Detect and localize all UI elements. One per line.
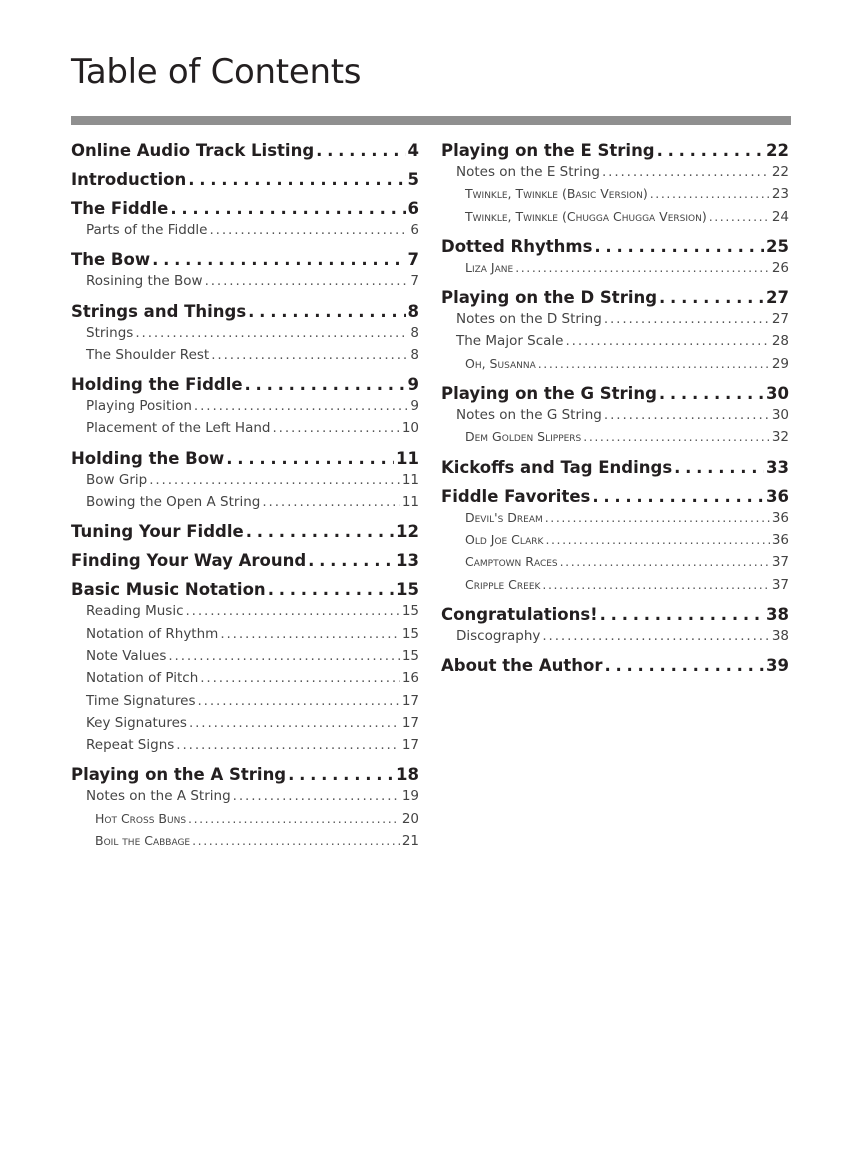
dot-leader [308, 551, 394, 571]
dot-leader [189, 712, 400, 734]
toc-page-number: 8 [410, 324, 419, 341]
toc-page-number: 5 [407, 170, 419, 189]
dot-leader [135, 322, 408, 344]
toc-page-number: 15 [401, 625, 419, 642]
dot-leader [186, 600, 400, 622]
toc-page-number: 17 [401, 692, 419, 709]
toc-page-number: 29 [771, 355, 789, 372]
toc-chapter-entry [71, 302, 419, 322]
dot-leader [594, 237, 764, 257]
dot-leader [583, 426, 770, 448]
dot-leader [188, 170, 405, 190]
toc-page-number: 11 [396, 448, 419, 468]
dot-leader [674, 458, 764, 478]
toc-page-number: 39 [766, 656, 789, 676]
toc-chapter-entry [71, 765, 419, 785]
toc-sub-entry [71, 395, 419, 417]
toc-entry-label: Discography [456, 627, 541, 644]
toc-entry-label: Bowing the Open A String [86, 494, 261, 511]
toc-sub-entry [71, 270, 419, 292]
dot-leader [542, 574, 769, 596]
toc-entry-label: The Shoulder Rest [86, 346, 210, 363]
dot-leader [226, 449, 394, 469]
toc-page-number: 38 [766, 604, 789, 624]
toc-page-number: 21 [401, 833, 419, 850]
toc-entry-label: Kickoffs and Tag Endings [441, 457, 673, 477]
dot-leader [220, 623, 400, 645]
toc-chapter-entry [71, 375, 419, 395]
toc-song-entry [441, 529, 789, 551]
toc-page-number: 7 [407, 250, 419, 270]
toc-entry-label: Playing Position [86, 398, 192, 415]
toc-chapter-entry [441, 605, 789, 625]
dot-leader [545, 529, 769, 551]
dot-leader [262, 491, 399, 513]
toc-page-number: 8 [407, 301, 419, 321]
toc-entry-label: Notes on the D String [456, 311, 602, 328]
toc-page-number: 30 [771, 407, 789, 424]
dot-leader [604, 404, 770, 426]
toc-entry-label: Fiddle Favorites [441, 486, 591, 506]
toc-entry-label: Old Joe Clark [465, 531, 544, 547]
toc-sub-entry [441, 625, 789, 647]
toc-page-number: 6 [407, 199, 419, 218]
toc-entry-label: Playing on the A String [71, 765, 287, 785]
toc-sub-entry [71, 645, 419, 667]
toc-page-number: 7 [410, 273, 419, 290]
toc-page-number: 11 [401, 471, 419, 488]
toc-entry-label: The Major Scale [456, 333, 564, 350]
dot-leader [604, 308, 770, 330]
toc-chapter-entry [71, 551, 419, 571]
toc-chapter-entry [71, 141, 419, 161]
dot-leader [566, 330, 770, 352]
dot-leader [602, 161, 770, 183]
dot-leader [542, 625, 769, 647]
toc-entry-label: Parts of the Fiddle [86, 222, 208, 238]
toc-entry-label: Notes on the G String [456, 407, 602, 424]
toc-page-number: 10 [401, 420, 419, 437]
toc-chapter-entry [71, 170, 419, 190]
toc-entry-label: Congratulations! [441, 604, 598, 624]
toc-entry-label: Bow Grip [86, 471, 148, 488]
dot-leader [152, 250, 405, 270]
toc-page-number: 28 [771, 333, 789, 350]
toc-entry-label: Cripple Creek [465, 576, 541, 592]
toc-page-number: 38 [771, 627, 789, 644]
toc-entry-label: Strings and Things [71, 301, 247, 321]
toc-page-number: 37 [771, 576, 789, 593]
toc-entry-label: Repeat Signs [86, 737, 175, 754]
dot-leader [170, 199, 405, 219]
toc-chapter-entry [441, 141, 789, 161]
toc-page-number: 19 [401, 788, 419, 805]
dot-leader [246, 522, 394, 542]
toc-entry-label: Playing on the D String [441, 288, 658, 308]
toc-entry-label: Playing on the G String [441, 384, 657, 404]
dot-leader [600, 605, 764, 625]
toc-page-number: 8 [410, 346, 419, 363]
toc-page-number: 4 [407, 141, 419, 160]
toc-entry-label: Finding Your Way Around [71, 551, 307, 571]
toc-entry-label: Devil's Dream [465, 509, 543, 525]
toc-chapter-entry [441, 384, 789, 404]
toc-page-number: 32 [771, 429, 789, 446]
toc-song-entry [441, 426, 789, 448]
toc-entry-label: Reading Music [86, 603, 184, 620]
toc-song-entry [441, 353, 789, 375]
toc-page-number: 30 [766, 384, 789, 404]
toc-sub-entry [71, 491, 419, 513]
toc-page-number: 27 [771, 311, 789, 328]
toc-page-number: 20 [401, 810, 419, 827]
toc-sub-entry [71, 734, 419, 756]
toc-sub-entry [71, 219, 419, 241]
toc-song-entry [71, 808, 419, 830]
toc-page-number: 9 [407, 375, 419, 395]
dot-leader [560, 551, 770, 573]
toc-song-entry [441, 574, 789, 596]
dot-leader [192, 830, 400, 852]
toc-page-number: 36 [766, 486, 789, 506]
dot-leader [245, 375, 406, 395]
dot-leader [545, 507, 770, 529]
dot-leader [200, 667, 400, 689]
toc-entry-label: Holding the Fiddle [71, 375, 243, 395]
toc-entry-label: Placement of the Left Hand [86, 420, 271, 437]
toc-entry-label: Online Audio Track Listing [71, 141, 315, 160]
dot-leader [515, 257, 770, 279]
toc-entry-label: The Bow [71, 250, 151, 270]
toc-entry-label: Dotted Rhythms [441, 236, 593, 256]
toc-sub-entry [71, 785, 419, 807]
toc-chapter-entry [441, 288, 789, 308]
toc-page-number: 13 [396, 551, 419, 571]
toc-page-number: 11 [401, 494, 419, 511]
toc-sub-entry [71, 667, 419, 689]
toc-sub-entry [441, 404, 789, 426]
toc-entry-label: Note Values [86, 647, 167, 664]
toc-chapter-entry [71, 449, 419, 469]
toc-entry-label: Notes on the A String [86, 788, 231, 805]
toc-page-number: 9 [410, 398, 419, 415]
toc-entry-label: Hot Cross Buns [95, 810, 187, 826]
toc-page-number: 15 [401, 647, 419, 664]
toc-chapter-entry [71, 522, 419, 542]
toc-entry-label: Liza Jane [465, 259, 514, 275]
toc-page-number: 22 [771, 164, 789, 180]
toc-sub-entry [71, 344, 419, 366]
toc-sub-entry [441, 161, 789, 183]
toc-chapter-entry [71, 580, 419, 600]
toc-song-entry [71, 830, 419, 852]
dot-leader [650, 183, 770, 205]
dot-leader [194, 395, 409, 417]
toc-page-number: 23 [771, 186, 789, 203]
toc-chapter-entry [441, 487, 789, 507]
toc-left-column [71, 138, 419, 852]
toc-page-number: 16 [401, 670, 419, 687]
toc-entry-label: Notation of Rhythm [86, 625, 219, 642]
toc-entry-label: Introduction [71, 170, 187, 189]
toc-sub-entry [441, 330, 789, 352]
title-divider [71, 116, 791, 125]
toc-sub-entry [71, 322, 419, 344]
dot-leader [288, 765, 394, 785]
toc-song-entry [441, 551, 789, 573]
dot-leader [657, 141, 764, 161]
toc-sub-entry [71, 469, 419, 491]
dot-leader [605, 656, 765, 676]
toc-entry-label: Notation of Pitch [86, 670, 199, 687]
toc-sub-entry [71, 417, 419, 439]
toc-chapter-entry [441, 237, 789, 257]
toc-page-number: 12 [396, 522, 419, 542]
toc-right-column [441, 138, 789, 676]
toc-page-number: 18 [396, 765, 419, 785]
dot-leader [205, 270, 409, 292]
toc-song-entry [441, 206, 789, 228]
toc-entry-label: Strings [86, 324, 134, 341]
dot-leader [659, 288, 764, 308]
toc-song-entry [441, 507, 789, 529]
toc-entry-label: Key Signatures [86, 714, 187, 731]
dot-leader [659, 384, 764, 404]
dot-leader [211, 344, 408, 366]
dot-leader [188, 808, 400, 830]
toc-entry-label: Tuning Your Fiddle [71, 522, 244, 542]
toc-page-number: 33 [766, 457, 789, 477]
dot-leader [176, 734, 400, 756]
toc-sub-entry [441, 308, 789, 330]
toc-page-number: 37 [771, 554, 789, 571]
toc-entry-label: Camptown Races [465, 554, 558, 570]
toc-entry-label: Holding the Bow [71, 448, 225, 468]
dot-leader [538, 353, 770, 375]
dot-leader [209, 219, 408, 241]
toc-song-entry [441, 183, 789, 205]
dot-leader [268, 580, 394, 600]
toc-page-number: 6 [410, 222, 419, 238]
dot-leader [233, 785, 400, 807]
toc-page-number: 15 [401, 603, 419, 620]
toc-entry-label: Dem Golden Slippers [465, 429, 582, 445]
toc-entry-label: The Fiddle [71, 199, 169, 218]
toc-chapter-entry [441, 458, 789, 478]
dot-leader [272, 417, 399, 439]
toc-entry-label: About the Author [441, 656, 603, 676]
dot-leader [168, 645, 399, 667]
toc-page-number: 36 [771, 531, 789, 548]
toc-entry-label: Twinkle, Twinkle (Chugga Chugga Version) [465, 208, 707, 224]
toc-page-number: 15 [396, 580, 419, 600]
toc-chapter-entry [71, 250, 419, 270]
toc-entry-label: Notes on the E String [456, 164, 600, 180]
toc-entry-label: Oh, Susanna [465, 355, 536, 371]
toc-page-number: 36 [771, 509, 789, 526]
dot-leader [198, 690, 400, 712]
toc-entry-label: Time Signatures [86, 692, 196, 709]
toc-page-number: 26 [771, 259, 789, 276]
page-title: Table of Contents [71, 52, 362, 92]
toc-chapter-entry [441, 656, 789, 676]
toc-page-number: 17 [401, 714, 419, 731]
toc-entry-label: Twinkle, Twinkle (Basic Version) [465, 186, 648, 202]
toc-page-number: 27 [766, 288, 789, 308]
toc-sub-entry [71, 690, 419, 712]
toc-entry-label: Boil the Cabbage [95, 833, 191, 849]
toc-entry-label: Rosining the Bow [86, 273, 203, 290]
toc-page-number: 22 [766, 141, 789, 160]
dot-leader [316, 141, 405, 161]
dot-leader [709, 206, 770, 228]
toc-entry-label: Basic Music Notation [71, 580, 266, 600]
toc-page-number: 25 [766, 236, 789, 256]
toc-chapter-entry [71, 199, 419, 219]
toc-sub-entry [71, 623, 419, 645]
toc-page-number: 17 [401, 737, 419, 754]
toc-page-number: 24 [771, 208, 789, 225]
toc-sub-entry [71, 600, 419, 622]
dot-leader [592, 487, 764, 507]
toc-song-entry [441, 257, 789, 279]
dot-leader [248, 302, 405, 322]
toc-entry-label: Playing on the E String [441, 141, 655, 160]
dot-leader [149, 469, 400, 491]
toc-sub-entry [71, 712, 419, 734]
